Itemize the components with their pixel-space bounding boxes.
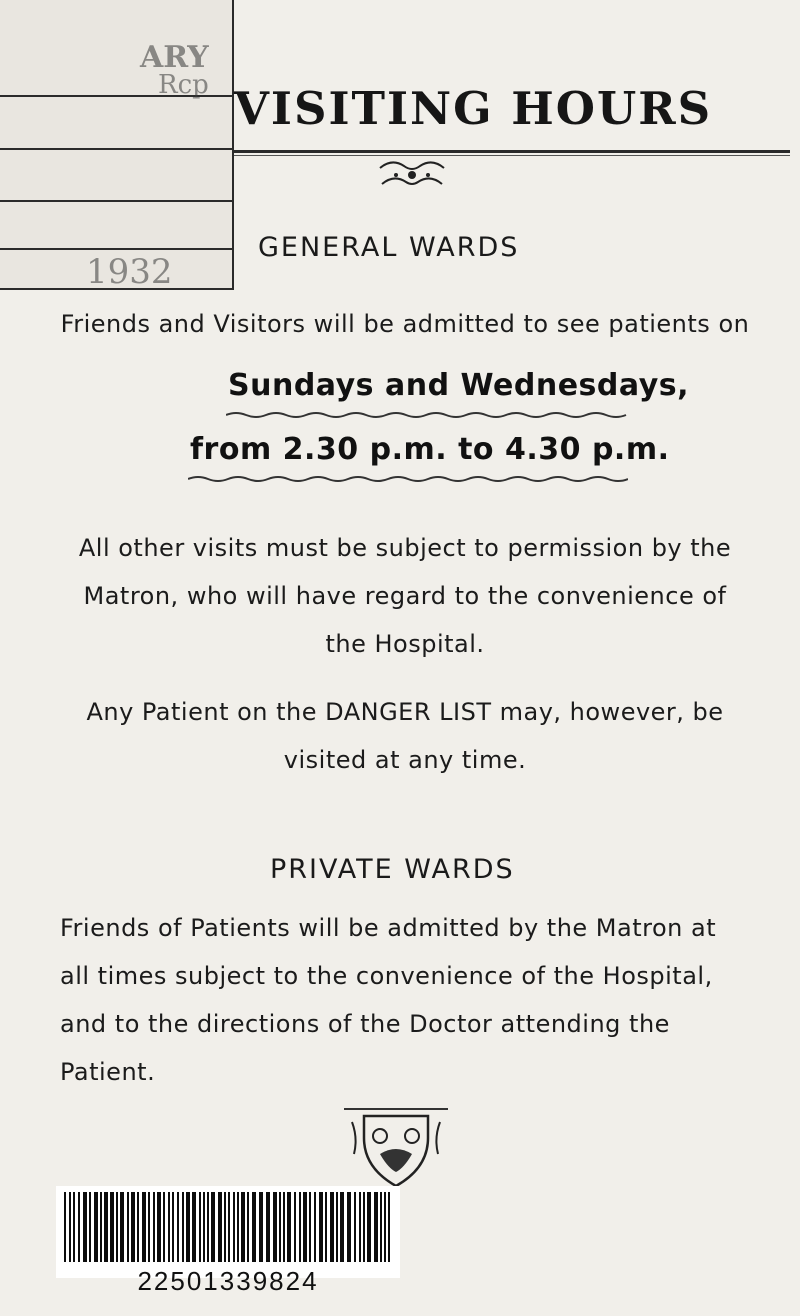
barcode-number: 22501339824 (137, 1266, 319, 1296)
private-wards-title: PRIVATE WARDS (270, 854, 515, 885)
barcode-bar (252, 1192, 256, 1262)
barcode-bar (241, 1192, 245, 1262)
general-wards-intro: Friends and Visitors will be admitted to see patients on (60, 310, 750, 338)
label-fragment-text-3: 1932 (86, 252, 173, 292)
barcode-bar (259, 1192, 263, 1262)
days-underline (226, 410, 636, 420)
barcode-bar (359, 1192, 361, 1262)
barcode-bar (78, 1192, 80, 1262)
barcode-bar (325, 1192, 327, 1262)
barcode-bar (168, 1192, 170, 1262)
barcode-bar (294, 1192, 296, 1262)
barcode-bar (347, 1192, 351, 1262)
general-wards-paragraph-1: All other visits must be subject to permission by the Matron, who will have regard to the convenience of the Hospital. (78, 534, 732, 658)
barcode-bar (354, 1192, 356, 1262)
barcode-bar (380, 1192, 382, 1262)
barcode-bar (247, 1192, 249, 1262)
barcode-bar (182, 1192, 184, 1262)
barcode-bar (172, 1192, 174, 1262)
library-label-fragment (0, 0, 234, 290)
barcode-bar (100, 1192, 102, 1262)
barcode-bar (314, 1192, 316, 1262)
barcode-bar (279, 1192, 281, 1262)
label-fragment-text-1: ARY (140, 40, 209, 75)
barcode-bar (367, 1192, 371, 1262)
label-fragment-text-2: Rcp (158, 70, 209, 100)
barcode-bar (233, 1192, 235, 1262)
barcode-bar (104, 1192, 108, 1262)
ornament-icon (374, 158, 450, 192)
barcode-bar (283, 1192, 285, 1262)
barcode-bar (69, 1192, 71, 1262)
barcode-bar (157, 1192, 161, 1262)
barcode-bar (224, 1192, 226, 1262)
visiting-times: from 2.30 p.m. to 4.30 p.m. (190, 432, 670, 467)
barcode-bar (388, 1192, 390, 1262)
barcode-bar (110, 1192, 114, 1262)
barcode-bar (73, 1192, 75, 1262)
barcode-bar (148, 1192, 150, 1262)
barcode-bar (94, 1192, 98, 1262)
times-underline (188, 474, 628, 484)
general-wards-title: GENERAL WARDS (258, 232, 520, 263)
barcode-bar (163, 1192, 165, 1262)
barcode-bar (64, 1192, 66, 1262)
barcode-bar (83, 1192, 87, 1262)
barcode-bar (319, 1192, 323, 1262)
barcode-bar (336, 1192, 338, 1262)
heading-rule (234, 150, 790, 153)
page-title: VISITING HOURS (234, 82, 713, 135)
barcode-bar (330, 1192, 334, 1262)
barcode-bar (186, 1192, 190, 1262)
barcode-bar (89, 1192, 91, 1262)
barcode-bar (309, 1192, 311, 1262)
barcode-bar (273, 1192, 277, 1262)
barcode-bar (237, 1192, 239, 1262)
barcode-bar (127, 1192, 129, 1262)
barcode-bar (228, 1192, 230, 1262)
barcode-bar (266, 1192, 270, 1262)
barcode-bar (207, 1192, 209, 1262)
barcode-bar (384, 1192, 386, 1262)
barcode-bar (116, 1192, 118, 1262)
barcode-bar (137, 1192, 139, 1262)
barcode-bar (363, 1192, 365, 1262)
barcode-bar (199, 1192, 201, 1262)
barcode-bar (177, 1192, 179, 1262)
private-wards-paragraph: Friends of Patients will be admitted by the Matron at all times subject to the convenience of the Hospital, and to the directions of the Doctor attending the Patient. (60, 914, 717, 1086)
barcode-bar (211, 1192, 215, 1262)
barcode-bar (120, 1192, 124, 1262)
crest-icon (344, 1108, 448, 1190)
barcode-bar (374, 1192, 378, 1262)
visiting-days: Sundays and Wednesdays, (228, 368, 690, 403)
barcode-bar (299, 1192, 301, 1262)
barcode-bar (142, 1192, 146, 1262)
barcode-bar (303, 1192, 307, 1262)
heading-rule-thin (234, 155, 790, 156)
barcode-bar (218, 1192, 222, 1262)
general-wards-paragraph-2: Any Patient on the DANGER LIST may, however, be visited at any time. (86, 698, 724, 774)
barcode-bar (131, 1192, 135, 1262)
barcode-bar (340, 1192, 344, 1262)
barcode-bar (153, 1192, 155, 1262)
barcode (56, 1186, 400, 1278)
barcode-bar (287, 1192, 291, 1262)
barcode-bar (203, 1192, 205, 1262)
barcode-bar (192, 1192, 196, 1262)
